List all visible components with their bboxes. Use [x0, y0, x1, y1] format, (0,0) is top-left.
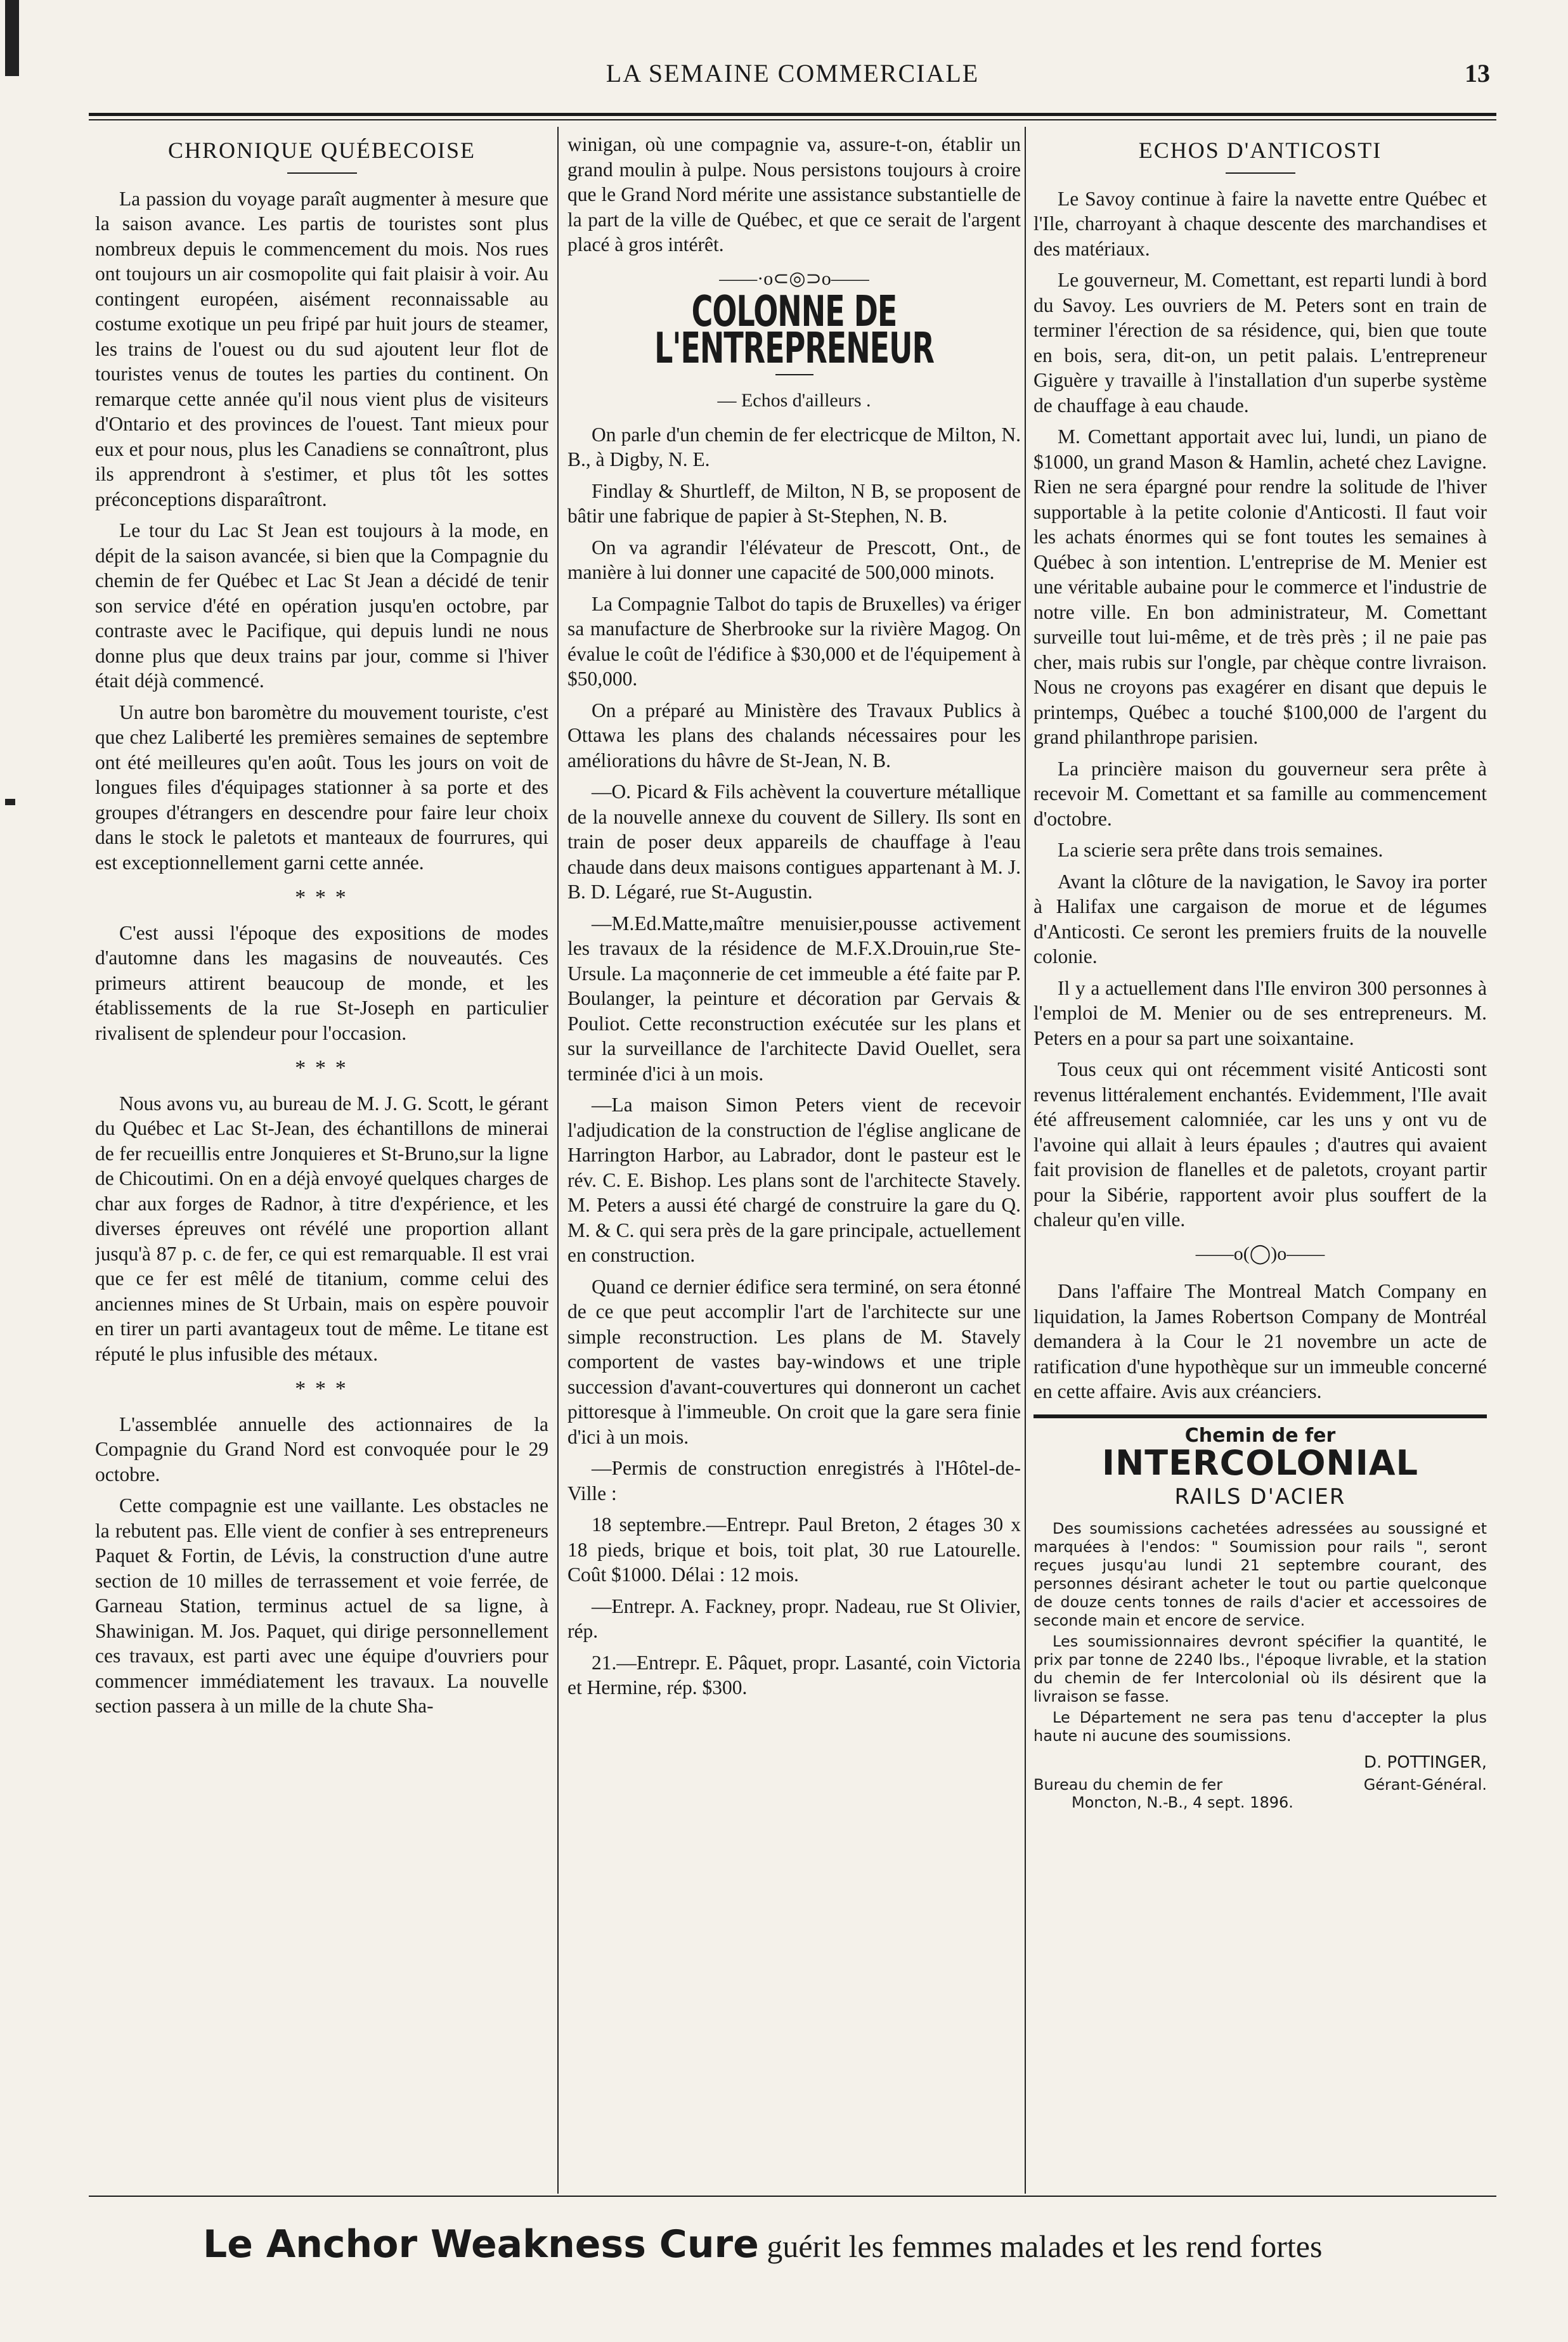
paragraph: —La maison Simon Peters vient de recevoir l'adjudication de la construction de l'église anglicane de Harrington Harbor, au Labrador, dont le pasteur est le rév. C. E. Bishop. Les plans sont de l'architecte Stavely. M. Peters a aussi été chargé de construire la gare du Q. M. & C. qui sera près de la gare principale, actuellement en construction.	[567, 1094, 1021, 1266]
paragraph: La Compagnie Talbot do tapis de Bruxelles) va ériger sa manufacture de Sherbrooke sur la rivière Magog. On évalue le coût de l'édifice à $30,000 et de l'équipement à $50,000.	[567, 592, 1021, 690]
column-chronique	[95, 132, 548, 2189]
paragraph: On va agrandir l'élévateur de Prescott, Ont., de manière à lui donner une capacité de 500,000 minots.	[567, 536, 1021, 583]
ad-paragraph: Le Département ne sera pas tenu d'accepter la plus haute ni aucune des soumissions.	[1033, 1709, 1487, 1745]
page-header	[95, 58, 1490, 96]
paragraph: Tous ceux qui ont récemment visité Anticosti sont revenus littéralement enchantés. Evidemment, l'Ile avait été affreusement calomniée, car les uns y ont vu de l'avoine qui allait à leurs épaules ; d'autres qui avaient fait provision de flanelles et de paletots, croyant partir pour la Sibérie, rapportent avoir plus souffert de la chaleur qu'en ville.	[1033, 1058, 1487, 1231]
ad-paragraph: Des soumissions cachetées adressées au soussigné et marquées à l'endos: " Soumission pour rails ", seront reçues jusqu'au lundi 21 septembre courant, des personnes désirant acheter le tout ou partie quelconque de douze cents tonnes de rails d'acier et accessoires de seconde main et encore de service.	[1033, 1520, 1487, 1629]
running-title: LA SEMAINE COMMERCIALE	[606, 59, 980, 87]
paragraph: Il y a actuellement dans l'Ile environ 300 personnes à l'emploi de M. Menier ou de ses entrepreneurs. M. Peters en a pour sa part une soixantaine.	[1033, 976, 1487, 1049]
column-entrepreneur	[567, 132, 1021, 2189]
section-title: ECHOS D'ANTICOSTI	[1138, 138, 1382, 163]
paragraph: Quand ce dernier édifice sera terminé, on sera étonné de ce que peut accomplir l'art de l'architecte sur une simple reconstruction. Les plans de M. Stavely comportent de vastes bay-windows et une triple succession d'avant-couvertures qui donneront un cachet pittoresque à l'immeuble. On croit que la gare sera finie d'ici à un mois.	[567, 1275, 1021, 1448]
paragraph: —Entrepr. A. Fackney, propr. Nadeau, rue St Olivier, rép.	[567, 1595, 1021, 1642]
paragraph: —O. Picard & Fils achèvent la couverture métallique de la nouvelle annexe du couvent de Sillery. Ils sont en train de poser deux appareils de chauffage à l'eau chaude dans deux maisons contigues appartenant à M. J. B. D. Légaré, rue St-Augustin.	[567, 780, 1021, 903]
asterism: * * *	[295, 886, 349, 909]
paragraph: On a préparé au Ministère des Travaux Publics à Ottawa les plans des chalands nécessaires pour les améliorations du hâvre de St-Jean, N. B.	[567, 699, 1021, 772]
footer-rule	[89, 2196, 1496, 2197]
ornament-divider: ——·o⊂◎⊃o——	[719, 268, 869, 289]
footer-advert	[203, 2222, 1408, 2273]
paragraph: Le gouverneur, M. Comettant, est reparti lundi à bord du Savoy. Les ouvriers de M. Peters sont en train de terminer l'érection de sa résidence, qui, bien que toute en bois, sera, dit-on, un petit palais. L'entrepreneur Giguère y travaille à l'installation d'un superbe système de chauffage à eau chaude.	[1033, 269, 1487, 417]
ad-office-line	[1033, 1776, 1487, 1794]
binding-mark-small	[5, 799, 15, 805]
paragraph: 18 septembre.—Entrepr. Paul Breton, 2 étages 30 x 18 pieds, brique et bois, toit plat, 30 rue Latourelle. Coût $1000. Délai : 12 mois.	[567, 1513, 1021, 1586]
paragraph: Cette compagnie est une vaillante. Les obstacles ne la rebutent pas. Elle vient de confier à ses entrepreneurs Paquet & Fortin, de Lévis, la construction d'une autre section de 10 milles de terrassement et voie ferrée, de Garneau Station, terminus actuel de sa ligne, à Shawinigan. M. Jos. Paquet, qui dirige personnellement ces travaux, est parti avec une équipe d'ouvriers pour commencer immédiatement les travaux. La nouvelle section passera à un mille de la chute Sha-	[95, 1494, 548, 1717]
section-subtitle: — Echos d'ailleurs .	[717, 390, 871, 411]
paragraph: On parle d'un chemin de fer electricque de Milton, N. B., à Digby, N. E.	[567, 423, 1021, 470]
paragraph: M. Comettant apportait avec lui, lundi, un piano de $1000, un grand Mason & Hamlin, acheté chez Lavigne. Rien ne sera épargné pour rendre la solitude de l'hiver supportable à la petite colonie d'Anticosti. Il faut voir les achats énormes qui se font toutes les semaines à Québec à son intention. L'entreprise de M. Menier est une véritable aubaine pour le commerce et l'industrie de notre ville. En bon administrateur, M. Comettant surveille tout lui-même, et de très près ; il ne paie pas cher, mais rubis sur l'ongle, par chèque contre livraison. Nous ne croyons pas exagérer en disant que depuis le printemps, Québec a touché $100,000 de l'argent du grand philanthrope parisien.	[1033, 425, 1487, 748]
paragraph: Findlay & Shurtleff, de Milton, N B, se proposent de bâtir une fabrique de papier à St-Stephen, N. B.	[567, 479, 1021, 527]
title-dash	[775, 374, 813, 375]
paragraph: Nous avons vu, au bureau de M. J. G. Scott, le gérant du Québec et Lac St-Jean, des échantillons de minerai de fer recueillis entre Jonquieres et St-Bruno,sur la ligne de Chicoutimi. On en a déjà envoyé quelques charges de char aux forges de Radnor, à titre d'expérience, et les diverses épreuves ont révélé une proportion allant jusqu'à 87 p. c. de fer, ce qui est remarquable. Il est vrai que ce fer est mêlé de titanium, comme celui des anciennes mines de St Urbain, mais on espère pouvoir en tirer un parti avantageux tout de même. Le titane est réputé le plus infusible des métaux.	[95, 1092, 548, 1365]
paragraph: —M.Ed.Matte,maître menuisier,pousse activement les travaux de la résidence de M.F.X.Drouin,rue Ste-Ursule. La maçonnerie de cet immeuble a été faite par P. Boulanger, la peinture et décoration par Gervais & Pouliot. Cette reconstruction exécutée sur les plans et sur la surveillance de l'architecte David Ouellet, sera terminée d'ici à un mois.	[567, 912, 1021, 1085]
paragraph: —Permis de construction enregistrés à l'Hôtel-de-Ville :	[567, 1457, 1021, 1504]
ad-paragraph: Les soumissionnaires devront spécifier la quantité, le prix par tonne de 2240 lbs., l'époque livrable, et la station du chemin de fer Intercolonial où ils désirent que la livraison se fasse.	[1033, 1633, 1487, 1705]
intercolonial-ad	[1033, 1423, 1487, 1811]
title-dash	[287, 172, 357, 174]
ornament-divider: ——o(◯)o——	[1195, 1243, 1325, 1264]
paragraph: Avant la clôture de la navigation, le Savoy ira porter à Halifax une cargaison de morue et de légumes d'Anticosti. Ce seront les premiers fruits de la nouvelle colonie.	[1033, 870, 1487, 967]
paragraph: Dans l'affaire The Montreal Match Company en liquidation, la James Robertson Company de Montréal demandera à la Cour le 21 novembre un acte de ratification d'une hypothèque sur un immeuble concerné en cette affaire. Avis aux créanciers.	[1033, 1280, 1487, 1402]
column-anticosti	[1033, 132, 1487, 2189]
page-number: 13	[1465, 59, 1490, 87]
binding-mark-top	[5, 0, 19, 76]
ad-place-date: Moncton, N.-B., 4 sept. 1896.	[1072, 1793, 1293, 1811]
paragraph: C'est aussi l'époque des expositions de modes d'automne dans les magasins de nouveautés. Ces primeurs attirent beaucoup de monde, et les établissements de la rue St-Joseph en particulier rivalisent de splendeur pour l'occasion.	[95, 921, 548, 1044]
ad-office: Bureau du chemin de fer	[1033, 1775, 1223, 1794]
header-rule-thin	[89, 119, 1496, 120]
header-rule	[89, 113, 1496, 116]
ad-subhead: Chemin de fer	[1184, 1424, 1336, 1447]
paragraph: La passion du voyage paraît augmenter à mesure que la saison avance. Les partis de touristes sont plus nombreux depuis le commencement du mois. Nos rues ont toujours un air cosmopolite qui fait plaisir à voir. Au contingent européen, aisément reconnaissable au costume exotique un peu fripé par huit jours de steamer, les trains de l'ouest ou du sud ajoutent leur flot de touristes venus de toutes les parties du continent. On remarque cette année qu'il nous vient plus de visiteurs d'Ontario et des provinces de l'ouest. Tant mieux pour eux et pour nous, plus les Canadiens se connaîtront, plus ils apprendront à s'estimer, et plus tôt les sottes préconceptions disparaîtront.	[95, 187, 548, 510]
paragraph: Un autre bon baromètre du mouvement touriste, c'est que chez Laliberté les premières semaines de septembre ont été meilleures qu'en août. Tous les jours on voit de longues files d'équipages stationner à sa porte et des groupes d'étrangers en descendre pour faire leur choix dans le stock le paletots et manteaux de fourrures, qui est exceptionnellement garni cette année.	[95, 701, 548, 874]
ad-title: INTERCOLONIAL	[1102, 1443, 1418, 1483]
ad-role: Gérant-Général.	[1363, 1775, 1487, 1794]
title-dash	[1226, 172, 1295, 174]
section-title: CHRONIQUE QUÉBECOISE	[168, 138, 476, 163]
paragraph: Le tour du Lac St Jean est toujours à la mode, en dépit de la saison avancée, si bien que la Compagnie du chemin de fer Québec et Lac St Jean a décidé de tenir son service d'été en opération jusqu'en octobre, par contraste avec le Pacifique, qui depuis lundi ne nous donne plus que deux trains par jour, comme si l'hiver était déjà commencé.	[95, 519, 548, 692]
paragraph: winigan, où une compagnie va, assure-t-on, établir un grand moulin à pulpe. Nous persistons toujours à croire que le Grand Nord mérite une assistance substantielle de la part de la ville de Québec, et que ce serait de l'argent placé à gros intérêt.	[567, 133, 1021, 256]
paragraph: 21.—Entrepr. E. Pâquet, propr. Lasanté, coin Victoria et Hermine, rép. $300.	[567, 1651, 1021, 1698]
footer-brand: Le Anchor Weakness Cure	[203, 2222, 759, 2267]
paragraph: La princière maison du gouverneur sera prête à recevoir M. Comettant et sa famille au commencement d'octobre.	[1033, 757, 1487, 830]
footer-tagline: guérit les femmes malades et les rend fortes	[758, 2229, 1323, 2264]
column-divider	[1025, 127, 1026, 2194]
ad-rule	[1033, 1414, 1487, 1418]
ad-heading: RAILS D'ACIER	[1174, 1484, 1346, 1510]
ad-signer: D. POTTINGER,	[1363, 1753, 1487, 1772]
paragraph: Le Savoy continue à faire la navette entre Québec et l'Ile, charroyant à chaque descente des marchandises et des matériaux.	[1033, 187, 1487, 260]
paragraph: L'assemblée annuelle des actionnaires de la Compagnie du Grand Nord est convoquée pour le 29 octobre.	[95, 1413, 548, 1485]
ad-body	[1033, 1520, 1487, 1745]
column-divider	[557, 127, 559, 2194]
asterism: * * *	[295, 1056, 349, 1080]
section-title: COLONNE DE L'ENTREPRENEUR	[654, 286, 934, 373]
paragraph: La scierie sera prête dans trois semaines.	[1058, 839, 1383, 861]
asterism: * * *	[295, 1377, 349, 1401]
